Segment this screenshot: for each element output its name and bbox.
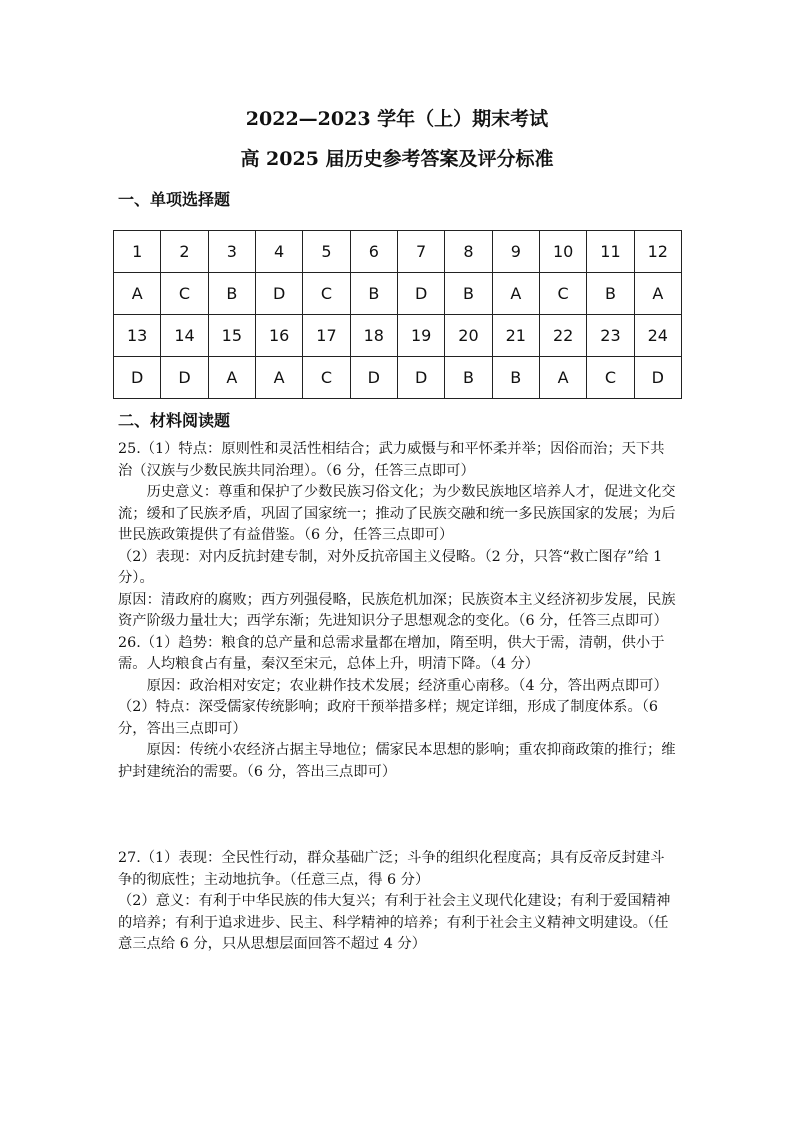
question-number: 22 (539, 315, 586, 357)
section-heading-choice: 一、单项选择题 (118, 190, 231, 209)
exam-title: 2022—2023 学年（上）期末考试 (245, 108, 549, 130)
answer-letter: D (255, 273, 302, 315)
question-number: 19 (397, 315, 444, 357)
question-number: 8 (445, 231, 492, 273)
answer-letter: A (539, 357, 586, 399)
answer-letter: B (445, 357, 492, 399)
answer-letter: C (587, 357, 634, 399)
answer-paragraph: （2）意义：有利于中华民族的伟大复兴；有利于社会主义现代化建设；有利于爱国精神的培养；有利于追求进步、民主、科学精神的培养；有利于社会主义精神文明建设。（任意三点给 6 分，只从思想层面回答不超过 4 分） (118, 893, 671, 952)
answer-paragraph: 原因：传统小农经济占据主导地位；儒家民本思想的影响；重农抑商政策的推行；维护封建统治的需要。（6 分，答出三点即可） (118, 742, 676, 780)
answer-letter: C (303, 273, 350, 315)
question-number: 5 (303, 231, 350, 273)
question-number: 2 (161, 231, 208, 273)
answer-paragraph: 历史意义：尊重和保护了少数民族习俗文化；为少数民族地区培养人才，促进文化交流；缓和了民族矛盾，巩固了国家统一；推动了民族交融和统一多民族国家的发展；为后世民族政策提供了有益借鉴。（6 分，任答三点即可） (118, 484, 676, 543)
answer-letter: C (161, 273, 208, 315)
answer-letter: B (208, 273, 255, 315)
question-number: 20 (445, 315, 492, 357)
answer-letter: B (350, 273, 397, 315)
answer-key-title: 高 2025 届历史参考答案及评分标准 (240, 148, 554, 170)
answer-letter: A (255, 357, 302, 399)
answer-paragraph: 原因：清政府的腐败；西方列强侵略，民族危机加深；民族资本主义经济初步发展，民族资产阶级力量壮大；西学东渐；先进知识分子思想观念的变化。（6 分，任答三点即可）26.（1）趋势：粮食的总产量和总需求量都在增加，隋至明，供大于需，清朝，供小于需。人均粮食占有量，秦汉至宋元，总体上升，明清下降。（4 分） (118, 591, 676, 672)
question-number: 3 (208, 231, 255, 273)
answer-table (113, 230, 682, 399)
answer-letter: C (303, 357, 350, 399)
answer-letter: D (397, 273, 444, 315)
answer-letter: A (492, 273, 539, 315)
question-number: 13 (114, 315, 161, 357)
answer-letter: C (539, 273, 586, 315)
question-number: 16 (255, 315, 302, 357)
question-number: 11 (587, 231, 634, 273)
table-row (114, 357, 682, 399)
question-number: 21 (492, 315, 539, 357)
question-number: 10 (539, 231, 586, 273)
answer-letter: B (587, 273, 634, 315)
table-row (114, 231, 682, 273)
question-number: 1 (114, 231, 161, 273)
question-number: 7 (397, 231, 444, 273)
answer-paragraph: （2）特点：深受儒家传统影响；政府干预举措多样；规定详细，形成了制度体系。（6 分，答出三点即可） (118, 699, 659, 737)
answer-letter: D (161, 357, 208, 399)
answer-letter: A (208, 357, 255, 399)
question-number: 4 (255, 231, 302, 273)
question-number: 12 (634, 231, 681, 273)
answer-letter: D (350, 357, 397, 399)
answer-body (118, 439, 678, 783)
question-number: 23 (587, 315, 634, 357)
answer-letter: A (114, 273, 161, 315)
answer-letter: D (634, 357, 681, 399)
answer-paragraph: （2）表现：对内反抗封建专制，对外反抗帝国主义侵略。（2 分，只答“救亡图存”给 1 分）。 (118, 548, 663, 586)
question-number: 17 (303, 315, 350, 357)
question-number: 24 (634, 315, 681, 357)
question-number: 14 (161, 315, 208, 357)
answer-letter: D (114, 357, 161, 399)
answer-body-27 (118, 848, 678, 956)
table-row (114, 315, 682, 357)
answer-letter: B (492, 357, 539, 399)
question-number: 9 (492, 231, 539, 273)
answer-letter: B (445, 273, 492, 315)
answer-letter: D (397, 357, 444, 399)
question-number: 15 (208, 315, 255, 357)
question-number: 18 (350, 315, 397, 357)
question-number: 6 (350, 231, 397, 273)
answer-paragraph: 原因：政治相对安定；农业耕作技术发展；经济重心南移。（4 分，答出两点即可） (146, 677, 668, 694)
answer-letter: A (634, 273, 681, 315)
section-heading-material: 二、材料阅读题 (118, 411, 231, 430)
table-row (114, 273, 682, 315)
answer-paragraph: 25.（1）特点：原则性和灵活性相结合；武力威慑与和平怀柔并举；因俗而治；天下共治（汉族与少数民族共同治理）。（6 分，任答三点即可） (118, 441, 665, 479)
answer-paragraph: 27.（1）表现：全民性行动，群众基础广泛；斗争的组织化程度高；具有反帝反封建斗争的彻底性；主动地抗争。（任意三点，得 6 分） (118, 850, 665, 888)
